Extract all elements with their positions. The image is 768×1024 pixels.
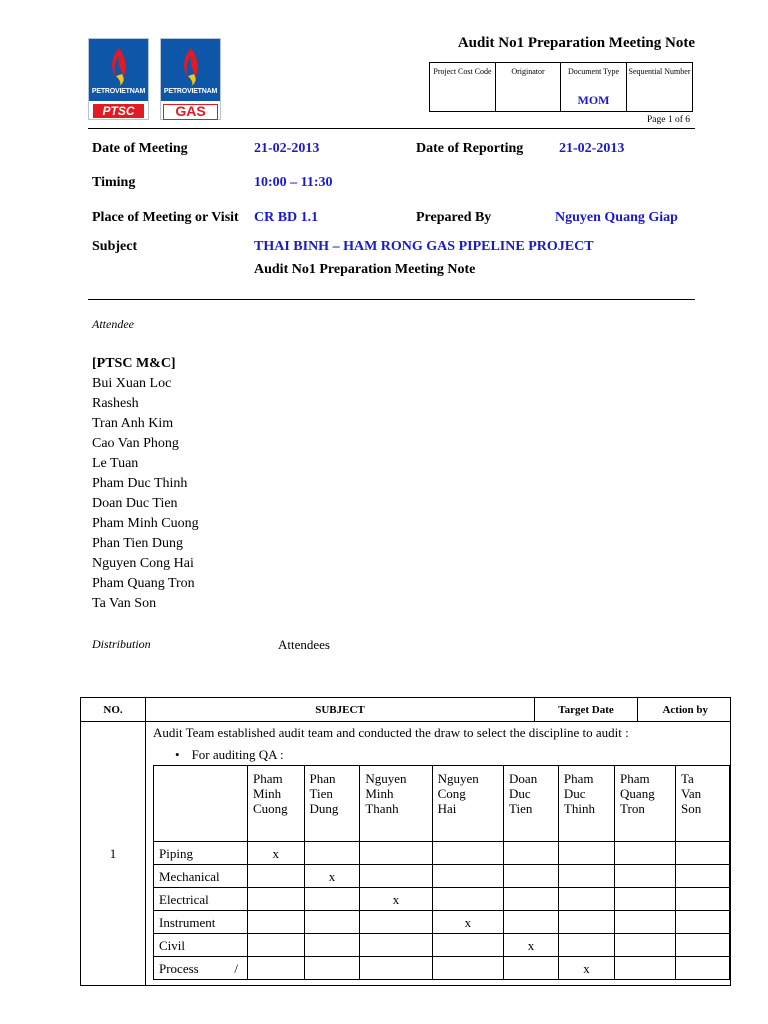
flame-icon [178, 46, 204, 86]
discipline-name: Instrument [154, 911, 248, 934]
assignment-cell [360, 911, 432, 934]
code-value: MOM [561, 89, 627, 111]
subject-subtitle: Audit No1 Preparation Meeting Note [254, 262, 476, 277]
assignment-cell [615, 865, 676, 888]
assignment-cell [504, 865, 559, 888]
assignment-cell [675, 934, 729, 957]
flame-icon [106, 46, 132, 86]
assignment-cell [360, 957, 432, 980]
auditor-name-header: Phan Tien Dung [304, 766, 360, 842]
assignment-cell [304, 934, 360, 957]
assignment-cell [558, 888, 614, 911]
assignment-cell [558, 865, 614, 888]
attendee-name: Tran Anh Kim [92, 416, 174, 431]
place-value: CR BD 1.1 [254, 210, 319, 225]
subject-value: THAI BINH – HAM RONG GAS PIPELINE PROJECT [254, 239, 594, 254]
assignment-cell [675, 957, 729, 980]
discipline-header-blank [154, 766, 248, 842]
assignment-cell [558, 911, 614, 934]
assignment-cell [432, 957, 503, 980]
assignment-cell [675, 911, 729, 934]
discipline-row [154, 888, 730, 911]
discipline-row [154, 911, 730, 934]
attendee-name: Pham Duc Thinh [92, 476, 188, 491]
code-header: Project Cost Code [433, 67, 492, 76]
auditor-name-header: Pham Quang Tron [615, 766, 676, 842]
assignment-cell [304, 911, 360, 934]
action-table [80, 697, 731, 986]
code-value [430, 89, 496, 111]
code-header: Document Type [561, 63, 627, 89]
assignment-cell [558, 934, 614, 957]
item-number: 1 [81, 722, 146, 986]
assignment-cell [304, 888, 360, 911]
assignment-cell: x [304, 865, 360, 888]
auditor-name-header: Pham Minh Cuong [247, 766, 304, 842]
attendee-group: [PTSC M&C] [92, 356, 176, 371]
assignment-cell [675, 842, 729, 865]
discipline-row [154, 842, 730, 865]
assignment-cell [432, 888, 503, 911]
petrovietnam-wordmark: PETROVIETNAM [91, 88, 146, 95]
petrovietnam-ptsc-logo [88, 38, 149, 120]
assignment-cell: x [558, 957, 614, 980]
attendee-name: Cao Van Phong [92, 436, 179, 451]
attendee-label: Attendee [92, 317, 134, 331]
attendee-name: Doan Duc Tien [92, 496, 178, 511]
petrovietnam-gas-logo [160, 38, 221, 120]
attendee-name: Bui Xuan Loc [92, 376, 172, 391]
assignment-cell [675, 888, 729, 911]
discipline-assignment-table [153, 765, 730, 980]
bullet-text: For auditing QA : [191, 747, 284, 762]
assignment-cell [432, 842, 503, 865]
date-of-meeting-value: 21-02-2013 [254, 141, 320, 156]
page-number: Page 1 of 6 [646, 115, 690, 125]
attendee-name: Phan Tien Dung [92, 536, 184, 551]
auditor-name-header: Doan Duc Tien [504, 766, 559, 842]
assignment-cell [247, 888, 304, 911]
auditor-name-header: Nguyen Minh Thanh [360, 766, 432, 842]
assignment-cell [504, 888, 559, 911]
assignment-cell [247, 865, 304, 888]
assignment-cell [304, 957, 360, 980]
attendee-name: Pham Quang Tron [92, 576, 195, 591]
ptsc-wordmark: PTSC [93, 104, 144, 118]
discipline-row [154, 957, 730, 980]
col-no-header: NO. [81, 698, 146, 722]
discipline-name: Electrical [154, 888, 248, 911]
assignment-cell [432, 865, 503, 888]
assignment-cell [504, 911, 559, 934]
assignment-cell [360, 842, 432, 865]
distribution-label: Distribution [92, 637, 151, 651]
item-intro: Audit Team established audit team and conducted the draw to select the discipline to audit : [153, 725, 629, 740]
discipline-note: / [234, 960, 238, 976]
discipline-name: Piping [154, 842, 248, 865]
assignment-cell [360, 934, 432, 957]
assignment-cell [615, 888, 676, 911]
code-header: Originator [496, 63, 561, 89]
assignment-cell: x [247, 842, 304, 865]
col-action-header: Action by [638, 698, 731, 722]
discipline-name: Process / [154, 957, 248, 980]
assignment-cell [247, 911, 304, 934]
assignment-cell [504, 842, 559, 865]
assignment-cell [615, 911, 676, 934]
timing-label: Timing [92, 175, 136, 190]
place-label: Place of Meeting or Visit [92, 210, 239, 225]
assignment-cell [615, 934, 676, 957]
assignment-cell: x [360, 888, 432, 911]
assignment-cell [558, 842, 614, 865]
prepared-by-value: Nguyen Quang Giap [555, 210, 678, 225]
code-value [627, 89, 693, 111]
auditor-name-header: Nguyen Cong Hai [432, 766, 503, 842]
attendee-name: Rashesh [92, 396, 139, 411]
petrovietnam-wordmark: PETROVIETNAM [163, 88, 218, 95]
document-code-table [429, 62, 693, 112]
code-value [496, 89, 561, 111]
discipline-row [154, 865, 730, 888]
section-divider [88, 299, 695, 300]
document-title: Audit No1 Preparation Meeting Note [457, 35, 695, 51]
attendee-name: Le Tuan [92, 456, 139, 471]
assignment-cell [432, 934, 503, 957]
assignment-cell [675, 865, 729, 888]
assignment-cell: x [504, 934, 559, 957]
date-of-meeting-label: Date of Meeting [92, 141, 188, 156]
prepared-by-label: Prepared By [416, 210, 492, 225]
gas-wordmark: GAS [163, 104, 218, 120]
assignment-cell [247, 934, 304, 957]
bullet-icon: • [175, 747, 180, 762]
bullet-item [175, 747, 730, 763]
assignment-cell [615, 957, 676, 980]
date-of-reporting-label: Date of Reporting [416, 141, 524, 156]
col-target-header: Target Date [535, 698, 638, 722]
assignment-cell [247, 957, 304, 980]
assignment-cell [360, 865, 432, 888]
auditor-name-header: Pham Duc Thinh [558, 766, 614, 842]
date-of-reporting-value: 21-02-2013 [559, 141, 625, 156]
item-subject-cell [146, 722, 731, 986]
assignment-cell [304, 842, 360, 865]
discipline-name: Mechanical [154, 865, 248, 888]
timing-value: 10:00 – 11:30 [254, 175, 333, 190]
auditor-name-header: Ta Van Son [675, 766, 729, 842]
attendee-name: Nguyen Cong Hai [92, 556, 194, 571]
discipline-name: Civil [154, 934, 248, 957]
assignment-cell [615, 842, 676, 865]
code-header: Sequential Number [627, 63, 693, 89]
assignment-cell: x [432, 911, 503, 934]
attendee-name: Pham Minh Cuong [92, 516, 199, 531]
distribution-value: Attendees [278, 637, 330, 652]
discipline-row [154, 934, 730, 957]
attendee-name: Ta Van Son [92, 596, 157, 611]
subject-label: Subject [92, 239, 138, 254]
assignment-cell [504, 957, 559, 980]
header-divider [88, 128, 695, 129]
col-subject-header: SUBJECT [146, 698, 535, 722]
